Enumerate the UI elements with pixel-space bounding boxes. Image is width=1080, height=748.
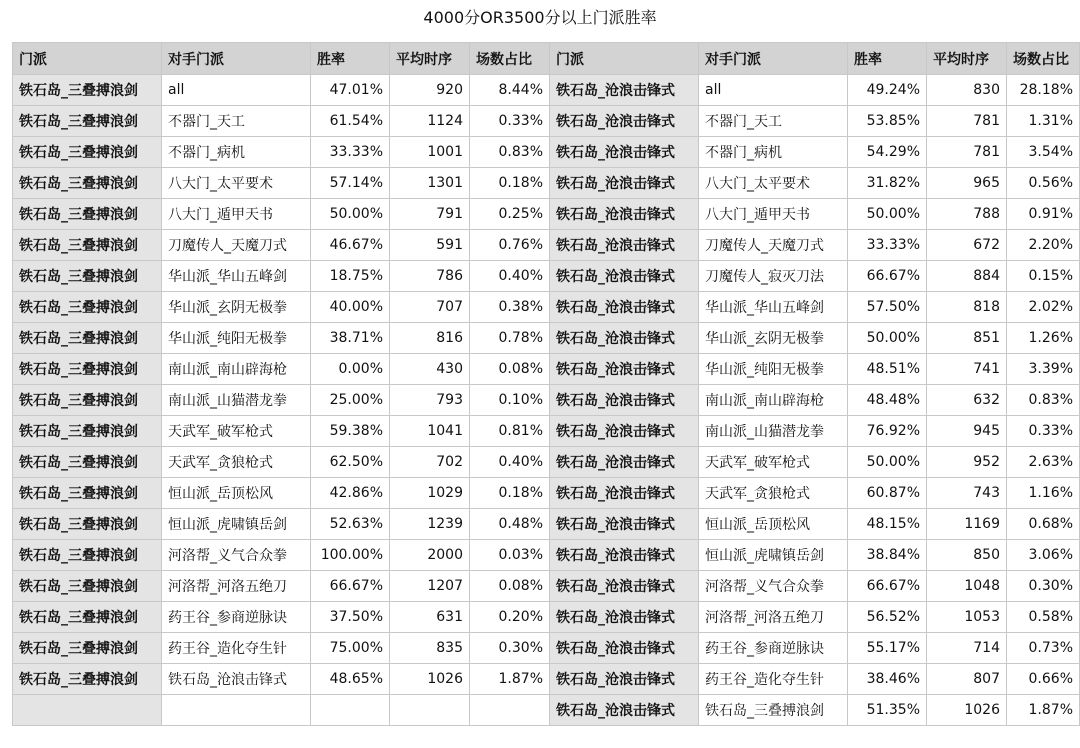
cell-win-rate: 38.46% [848, 664, 927, 695]
cell-win-rate: 55.17% [848, 633, 927, 664]
cell-win-rate: 66.67% [848, 261, 927, 292]
table-row [13, 695, 1080, 726]
cell-win-rate: 48.51% [848, 354, 927, 385]
cell-win-rate: 57.14% [311, 168, 390, 199]
cell-opponent: 南山派_山猫潜龙拳 [162, 385, 311, 416]
cell-win-rate: 48.15% [848, 509, 927, 540]
cell-match-share: 1.26% [1007, 323, 1080, 354]
cell-avg-time: 791 [390, 199, 470, 230]
cell-win-rate: 62.50% [311, 447, 390, 478]
header-sect: 门派 [550, 43, 699, 75]
cell-match-share: 0.18% [470, 168, 550, 199]
cell-opponent: 华山派_玄阴无极拳 [699, 323, 848, 354]
table-row [13, 199, 1080, 230]
cell-opponent: 南山派_山猫潜龙拳 [699, 416, 848, 447]
cell-opponent: 华山派_华山五峰剑 [699, 292, 848, 323]
cell-avg-time: 1301 [390, 168, 470, 199]
cell-win-rate: 33.33% [848, 230, 927, 261]
header-win-rate: 胜率 [311, 43, 390, 75]
cell-win-rate: 31.82% [848, 168, 927, 199]
cell-avg-time: 830 [927, 75, 1007, 106]
cell-opponent: all [699, 75, 848, 106]
cell-win-rate: 53.85% [848, 106, 927, 137]
cell-match-share: 0.30% [1007, 571, 1080, 602]
header-row [13, 43, 1080, 75]
cell-match-share: 0.81% [470, 416, 550, 447]
cell-sect: 铁石岛_沧浪击锋式 [550, 292, 699, 323]
cell-win-rate: 50.00% [311, 199, 390, 230]
cell-sect: 铁石岛_三叠搏浪剑 [13, 292, 162, 323]
cell-opponent: 刀魔传人_天魔刀式 [699, 230, 848, 261]
table-row [13, 292, 1080, 323]
cell-opponent: 河洛帮_河洛五绝刀 [162, 571, 311, 602]
cell-match-share: 0.08% [470, 571, 550, 602]
cell-sect: 铁石岛_三叠搏浪剑 [13, 106, 162, 137]
cell-opponent: 八大门_太平要术 [162, 168, 311, 199]
cell-match-share: 0.56% [1007, 168, 1080, 199]
cell-win-rate: 0.00% [311, 354, 390, 385]
table-row [13, 354, 1080, 385]
cell-sect: 铁石岛_沧浪击锋式 [550, 385, 699, 416]
cell-sect: 铁石岛_三叠搏浪剑 [13, 447, 162, 478]
cell-match-share: 3.54% [1007, 137, 1080, 168]
cell-avg-time: 1053 [927, 602, 1007, 633]
cell-win-rate: 48.48% [848, 385, 927, 416]
cell-match-share: 1.31% [1007, 106, 1080, 137]
cell-avg-time: 672 [927, 230, 1007, 261]
cell-win-rate: 25.00% [311, 385, 390, 416]
cell-avg-time: 781 [927, 106, 1007, 137]
cell-win-rate: 57.50% [848, 292, 927, 323]
cell-sect: 铁石岛_三叠搏浪剑 [13, 540, 162, 571]
cell-win-rate: 50.00% [848, 199, 927, 230]
cell-match-share: 3.39% [1007, 354, 1080, 385]
cell-avg-time: 1239 [390, 509, 470, 540]
table-row [13, 137, 1080, 168]
cell-win-rate: 18.75% [311, 261, 390, 292]
cell-win-rate: 59.38% [311, 416, 390, 447]
cell-opponent: 南山派_南山辟海枪 [699, 385, 848, 416]
cell-avg-time: 781 [927, 137, 1007, 168]
cell-win-rate: 40.00% [311, 292, 390, 323]
cell-avg-time: 1001 [390, 137, 470, 168]
cell-opponent: 华山派_纯阳无极拳 [162, 323, 311, 354]
cell-opponent: 不器门_病机 [699, 137, 848, 168]
cell-sect: 铁石岛_三叠搏浪剑 [13, 478, 162, 509]
cell-match-share: 3.06% [1007, 540, 1080, 571]
cell-opponent: 恒山派_虎啸镇岳剑 [699, 540, 848, 571]
cell-match-share: 0.08% [470, 354, 550, 385]
cell-opponent: 天武军_破军枪式 [699, 447, 848, 478]
cell-opponent: 华山派_玄阴无极拳 [162, 292, 311, 323]
cell-win-rate: 100.00% [311, 540, 390, 571]
table-row [13, 633, 1080, 664]
cell-opponent: 天武军_贪狼枪式 [162, 447, 311, 478]
cell-win-rate: 46.67% [311, 230, 390, 261]
cell-avg-time: 741 [927, 354, 1007, 385]
cell-avg-time: 945 [927, 416, 1007, 447]
win-rate-table [12, 42, 1080, 726]
cell-sect: 铁石岛_沧浪击锋式 [550, 230, 699, 261]
cell-win-rate: 66.67% [848, 571, 927, 602]
cell-sect: 铁石岛_三叠搏浪剑 [13, 633, 162, 664]
cell-sect: 铁石岛_三叠搏浪剑 [13, 602, 162, 633]
cell-match-share: 0.48% [470, 509, 550, 540]
cell-sect: 铁石岛_沧浪击锋式 [550, 602, 699, 633]
cell-win-rate: 52.63% [311, 509, 390, 540]
cell-avg-time: 743 [927, 478, 1007, 509]
cell-sect: 铁石岛_沧浪击锋式 [550, 478, 699, 509]
cell-match-share: 28.18% [1007, 75, 1080, 106]
cell-match-share: 1.87% [470, 664, 550, 695]
cell-avg-time: 816 [390, 323, 470, 354]
cell-opponent: 不器门_天工 [162, 106, 311, 137]
cell-opponent: 铁石岛_三叠搏浪剑 [699, 695, 848, 726]
cell-sect: 铁石岛_沧浪击锋式 [550, 695, 699, 726]
cell-sect: 铁石岛_沧浪击锋式 [550, 168, 699, 199]
cell-match-share: 0.66% [1007, 664, 1080, 695]
cell-opponent: 药王谷_参商逆脉诀 [699, 633, 848, 664]
cell-opponent: 天武军_破军枪式 [162, 416, 311, 447]
cell-win-rate: 38.71% [311, 323, 390, 354]
cell-opponent: 药王谷_造化夺生针 [162, 633, 311, 664]
cell-sect: 铁石岛_三叠搏浪剑 [13, 354, 162, 385]
table-row [13, 602, 1080, 633]
cell-avg-time: 1169 [927, 509, 1007, 540]
cell-avg-time: 851 [927, 323, 1007, 354]
cell-sect: 铁石岛_沧浪击锋式 [550, 261, 699, 292]
cell-win-rate: 38.84% [848, 540, 927, 571]
cell-sect: 铁石岛_沧浪击锋式 [550, 75, 699, 106]
cell-avg-time: 632 [927, 385, 1007, 416]
table-row [13, 664, 1080, 695]
cell-avg-time: 818 [927, 292, 1007, 323]
cell-sect: 铁石岛_沧浪击锋式 [550, 571, 699, 602]
cell-avg-time: 707 [390, 292, 470, 323]
header-opponent: 对手门派 [699, 43, 848, 75]
cell-win-rate: 66.67% [311, 571, 390, 602]
cell-avg-time: 793 [390, 385, 470, 416]
cell-sect: 铁石岛_三叠搏浪剑 [13, 571, 162, 602]
cell-win-rate: 48.65% [311, 664, 390, 695]
cell-avg-time: 850 [927, 540, 1007, 571]
cell-opponent: 不器门_天工 [699, 106, 848, 137]
cell-avg-time: 807 [927, 664, 1007, 695]
cell-win-rate: 61.54% [311, 106, 390, 137]
cell-match-share: 0.38% [470, 292, 550, 323]
page-title: 4000分OR3500分以上门派胜率 [423, 8, 657, 27]
cell-sect: 铁石岛_沧浪击锋式 [550, 354, 699, 385]
cell-opponent [162, 695, 311, 726]
cell-opponent: 铁石岛_沧浪击锋式 [162, 664, 311, 695]
cell-win-rate: 60.87% [848, 478, 927, 509]
cell-opponent: 八大门_遁甲天书 [699, 199, 848, 230]
cell-avg-time: 591 [390, 230, 470, 261]
cell-avg-time: 631 [390, 602, 470, 633]
cell-opponent: 华山派_华山五峰剑 [162, 261, 311, 292]
cell-sect: 铁石岛_沧浪击锋式 [550, 447, 699, 478]
cell-sect: 铁石岛_沧浪击锋式 [550, 664, 699, 695]
cell-sect: 铁石岛_沧浪击锋式 [550, 509, 699, 540]
cell-match-share: 8.44% [470, 75, 550, 106]
header-sect: 门派 [13, 43, 162, 75]
cell-sect: 铁石岛_三叠搏浪剑 [13, 230, 162, 261]
cell-sect: 铁石岛_沧浪击锋式 [550, 416, 699, 447]
cell-opponent: 刀魔传人_寂灭刀法 [699, 261, 848, 292]
cell-sect: 铁石岛_沧浪击锋式 [550, 106, 699, 137]
header-avg-time: 平均时序 [927, 43, 1007, 75]
cell-win-rate: 33.33% [311, 137, 390, 168]
cell-match-share: 0.40% [470, 447, 550, 478]
cell-avg-time: 2000 [390, 540, 470, 571]
cell-opponent: 南山派_南山辟海枪 [162, 354, 311, 385]
table-row [13, 168, 1080, 199]
cell-opponent: 恒山派_虎啸镇岳剑 [162, 509, 311, 540]
cell-avg-time: 965 [927, 168, 1007, 199]
cell-match-share: 2.63% [1007, 447, 1080, 478]
cell-match-share: 0.18% [470, 478, 550, 509]
cell-opponent: 八大门_遁甲天书 [162, 199, 311, 230]
cell-avg-time: 952 [927, 447, 1007, 478]
cell-avg-time: 430 [390, 354, 470, 385]
cell-opponent: 河洛帮_义气合众拳 [162, 540, 311, 571]
cell-sect: 铁石岛_沧浪击锋式 [550, 633, 699, 664]
table-row [13, 385, 1080, 416]
cell-avg-time: 920 [390, 75, 470, 106]
cell-avg-time [390, 695, 470, 726]
cell-sect: 铁石岛_沧浪击锋式 [550, 199, 699, 230]
cell-sect: 铁石岛_沧浪击锋式 [550, 323, 699, 354]
cell-win-rate: 47.01% [311, 75, 390, 106]
cell-avg-time: 702 [390, 447, 470, 478]
cell-avg-time: 835 [390, 633, 470, 664]
header-opponent: 对手门派 [162, 43, 311, 75]
cell-match-share: 2.02% [1007, 292, 1080, 323]
cell-match-share: 0.83% [1007, 385, 1080, 416]
cell-win-rate: 56.52% [848, 602, 927, 633]
cell-avg-time: 884 [927, 261, 1007, 292]
cell-match-share: 0.76% [470, 230, 550, 261]
cell-match-share: 1.16% [1007, 478, 1080, 509]
cell-match-share: 0.33% [1007, 416, 1080, 447]
table-row [13, 447, 1080, 478]
cell-sect: 铁石岛_沧浪击锋式 [550, 137, 699, 168]
cell-win-rate: 37.50% [311, 602, 390, 633]
cell-match-share: 0.58% [1007, 602, 1080, 633]
cell-avg-time: 714 [927, 633, 1007, 664]
cell-sect: 铁石岛_三叠搏浪剑 [13, 75, 162, 106]
cell-win-rate: 50.00% [848, 323, 927, 354]
table-row [13, 416, 1080, 447]
cell-avg-time: 1026 [390, 664, 470, 695]
cell-opponent: 河洛帮_河洛五绝刀 [699, 602, 848, 633]
table-row [13, 106, 1080, 137]
cell-avg-time: 788 [927, 199, 1007, 230]
cell-sect: 铁石岛_三叠搏浪剑 [13, 199, 162, 230]
cell-match-share: 0.33% [470, 106, 550, 137]
cell-match-share: 1.87% [1007, 695, 1080, 726]
cell-match-share: 0.91% [1007, 199, 1080, 230]
cell-match-share: 0.25% [470, 199, 550, 230]
cell-opponent: 不器门_病机 [162, 137, 311, 168]
cell-opponent: 恒山派_岳顶松风 [162, 478, 311, 509]
header-match-share: 场数占比 [1007, 43, 1080, 75]
cell-match-share: 0.40% [470, 261, 550, 292]
cell-win-rate: 76.92% [848, 416, 927, 447]
table-row [13, 261, 1080, 292]
cell-sect: 铁石岛_三叠搏浪剑 [13, 385, 162, 416]
cell-win-rate: 75.00% [311, 633, 390, 664]
cell-opponent: 药王谷_造化夺生针 [699, 664, 848, 695]
cell-opponent: 药王谷_参商逆脉诀 [162, 602, 311, 633]
cell-sect [13, 695, 162, 726]
cell-match-share [470, 695, 550, 726]
cell-sect: 铁石岛_三叠搏浪剑 [13, 137, 162, 168]
cell-avg-time: 1029 [390, 478, 470, 509]
cell-opponent: all [162, 75, 311, 106]
header-match-share: 场数占比 [470, 43, 550, 75]
cell-opponent: 华山派_纯阳无极拳 [699, 354, 848, 385]
cell-win-rate: 49.24% [848, 75, 927, 106]
cell-match-share: 0.20% [470, 602, 550, 633]
cell-match-share: 0.78% [470, 323, 550, 354]
cell-win-rate: 54.29% [848, 137, 927, 168]
cell-avg-time: 1041 [390, 416, 470, 447]
cell-match-share: 0.15% [1007, 261, 1080, 292]
cell-opponent: 天武军_贪狼枪式 [699, 478, 848, 509]
cell-avg-time: 1207 [390, 571, 470, 602]
cell-win-rate [311, 695, 390, 726]
cell-match-share: 0.30% [470, 633, 550, 664]
cell-match-share: 0.10% [470, 385, 550, 416]
cell-match-share: 2.20% [1007, 230, 1080, 261]
cell-avg-time: 1048 [927, 571, 1007, 602]
cell-opponent: 恒山派_岳顶松风 [699, 509, 848, 540]
cell-avg-time: 1124 [390, 106, 470, 137]
table-row [13, 540, 1080, 571]
cell-sect: 铁石岛_沧浪击锋式 [550, 540, 699, 571]
cell-opponent: 刀魔传人_天魔刀式 [162, 230, 311, 261]
cell-avg-time: 786 [390, 261, 470, 292]
cell-sect: 铁石岛_三叠搏浪剑 [13, 168, 162, 199]
cell-sect: 铁石岛_三叠搏浪剑 [13, 664, 162, 695]
header-avg-time: 平均时序 [390, 43, 470, 75]
cell-win-rate: 51.35% [848, 695, 927, 726]
cell-opponent: 八大门_太平要术 [699, 168, 848, 199]
table-row [13, 230, 1080, 261]
cell-win-rate: 42.86% [311, 478, 390, 509]
table-row [13, 323, 1080, 354]
cell-sect: 铁石岛_三叠搏浪剑 [13, 323, 162, 354]
cell-win-rate: 50.00% [848, 447, 927, 478]
cell-opponent: 河洛帮_义气合众拳 [699, 571, 848, 602]
table-row [13, 75, 1080, 106]
cell-match-share: 0.83% [470, 137, 550, 168]
cell-match-share: 0.68% [1007, 509, 1080, 540]
cell-match-share: 0.03% [470, 540, 550, 571]
cell-sect: 铁石岛_三叠搏浪剑 [13, 261, 162, 292]
table-row [13, 571, 1080, 602]
cell-match-share: 0.73% [1007, 633, 1080, 664]
table-row [13, 478, 1080, 509]
cell-sect: 铁石岛_三叠搏浪剑 [13, 416, 162, 447]
table-row [13, 509, 1080, 540]
header-win-rate: 胜率 [848, 43, 927, 75]
cell-avg-time: 1026 [927, 695, 1007, 726]
cell-sect: 铁石岛_三叠搏浪剑 [13, 509, 162, 540]
